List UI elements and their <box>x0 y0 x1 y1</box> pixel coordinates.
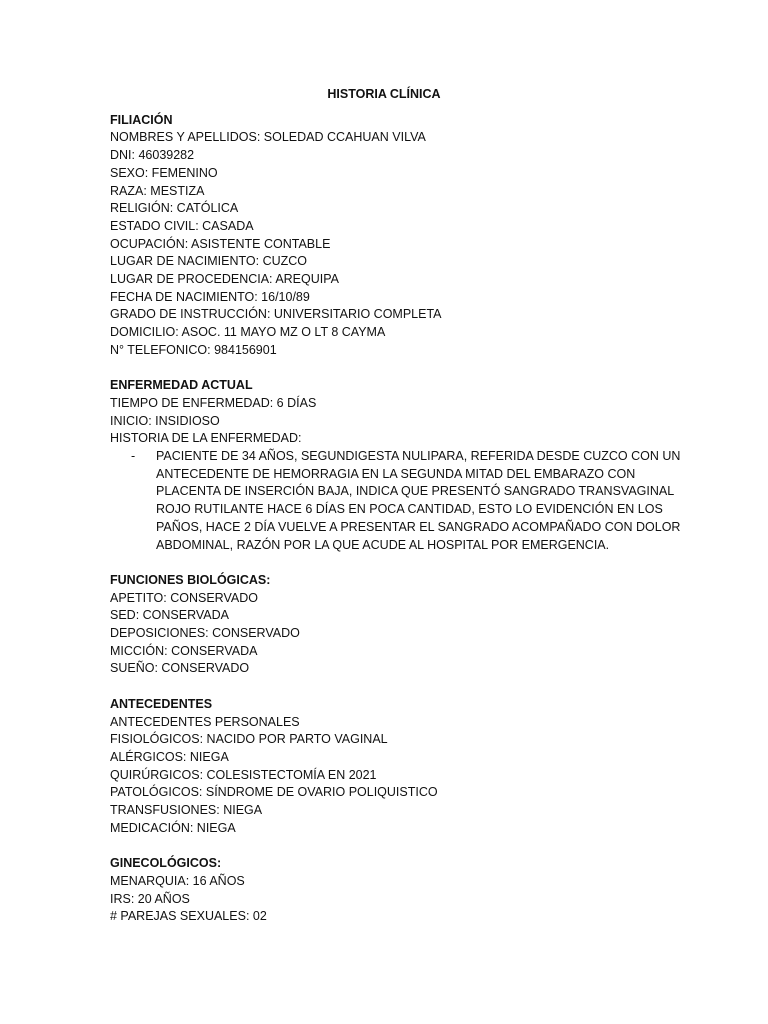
section-ginecologicos <box>110 855 670 926</box>
section-heading: ENFERMEDAD ACTUAL <box>110 378 253 393</box>
field-lugar-procedencia: LUGAR DE PROCEDENCIA: AREQUIPA <box>110 272 339 287</box>
bullet-item <box>110 448 681 554</box>
field-sueno: SUEÑO: CONSERVADO <box>110 661 250 676</box>
field-patologicos: PATOLÓGICOS: SÍNDROME DE OVARIO POLIQUISTICO <box>110 785 438 800</box>
bullet-text-line: ROJO RUTILANTE HACE 6 DÍAS EN POCA CANTIDAD, ESTO LO EVIDENCIÓN EN LOS <box>156 502 663 517</box>
field-nombres: NOMBRES Y APELLIDOS: SOLEDAD CCAHUAN VILVA <box>110 130 426 145</box>
section-heading: GINECOLÓGICOS: <box>110 856 222 871</box>
field-historia-enfermedad: HISTORIA DE LA ENFERMEDAD: <box>110 431 302 446</box>
field-parejas-sexuales: # PAREJAS SEXUALES: 02 <box>110 909 267 924</box>
field-ocupacion: OCUPACIÓN: ASISTENTE CONTABLE <box>110 236 331 251</box>
field-inicio: INICIO: INSIDIOSO <box>110 413 220 428</box>
field-lugar-nacimiento: LUGAR DE NACIMIENTO: CUZCO <box>110 254 308 269</box>
field-deposiciones: DEPOSICIONES: CONSERVADO <box>110 626 300 641</box>
document-body <box>110 86 681 926</box>
field-grado-instruccion: GRADO DE INSTRUCCIÓN: UNIVERSITARIO COMPLETA <box>110 307 442 322</box>
section-funciones-biologicas <box>110 572 670 678</box>
field-fecha-nacimiento: FECHA DE NACIMIENTO: 16/10/89 <box>110 289 310 304</box>
section-filiacion <box>110 112 670 360</box>
bullet-text-line: ANTECEDENTE DE HEMORRAGIA EN LA SEGUNDA MITAD DEL EMBARAZO CON <box>156 466 636 481</box>
bullet-text-line: PACIENTE DE 34 AÑOS, SEGUNDIGESTA NULIPARA, REFERIDA DESDE CUZCO CON UN <box>156 449 681 464</box>
field-estado-civil: ESTADO CIVIL: CASADA <box>110 218 254 233</box>
section-heading: FILIACIÓN <box>110 112 173 127</box>
bullet-text-line: PLACENTA DE INSERCIÓN BAJA, INDICA QUE PRESENTÓ SANGRADO TRANSVAGINAL <box>156 484 675 499</box>
field-tiempo-enfermedad: TIEMPO DE ENFERMEDAD: 6 DÍAS <box>110 395 317 410</box>
field-dni: DNI: 46039282 <box>110 148 195 163</box>
field-antecedentes-personales: ANTECEDENTES PERSONALES <box>110 714 300 729</box>
field-apetito: APETITO: CONSERVADO <box>110 590 258 605</box>
field-transfusiones: TRANSFUSIONES: NIEGA <box>110 803 263 818</box>
field-sexo: SEXO: FEMENINO <box>110 165 218 180</box>
field-irs: IRS: 20 AÑOS <box>110 891 190 906</box>
field-miccion: MICCIÓN: CONSERVADA <box>110 643 258 658</box>
field-domicilio: DOMICILIO: ASOC. 11 MAYO MZ O LT 8 CAYMA <box>110 325 386 340</box>
field-fisiologicos: FISIOLÓGICOS: NACIDO POR PARTO VAGINAL <box>110 732 388 747</box>
bullet-text-line: PAÑOS, HACE 2 DÍA VUELVE A PRESENTAR EL SANGRADO ACOMPAÑADO CON DOLOR <box>156 519 681 534</box>
document-title: HISTORIA CLÍNICA <box>327 87 441 101</box>
field-telefono: N° TELEFONICO: 984156901 <box>110 342 277 357</box>
section-spacer <box>110 554 670 572</box>
section-heading: ANTECEDENTES <box>110 696 213 711</box>
field-menarquia: MENARQUIA: 16 AÑOS <box>110 873 245 888</box>
field-sed: SED: CONSERVADA <box>110 608 230 623</box>
bullet-marker: - <box>131 449 136 464</box>
field-raza: RAZA: MESTIZA <box>110 183 205 198</box>
section-spacer <box>110 837 670 855</box>
bullet-text-line: ABDOMINAL, RAZÓN POR LA QUE ACUDE AL HOSPITAL POR EMERGENCIA. <box>156 537 610 552</box>
field-quirurgicos: QUIRÚRGICOS: COLESISTECTOMÍA EN 2021 <box>110 767 377 782</box>
section-antecedentes <box>110 696 670 838</box>
section-spacer <box>110 678 670 696</box>
section-spacer <box>110 360 670 378</box>
section-enfermedad-actual <box>110 377 681 554</box>
section-heading: FUNCIONES BIOLÓGICAS: <box>110 572 271 587</box>
field-medicacion: MEDICACIÓN: NIEGA <box>110 820 236 835</box>
field-alergicos: ALÉRGICOS: NIEGA <box>110 749 229 764</box>
field-religion: RELIGIÓN: CATÓLICA <box>110 201 239 216</box>
